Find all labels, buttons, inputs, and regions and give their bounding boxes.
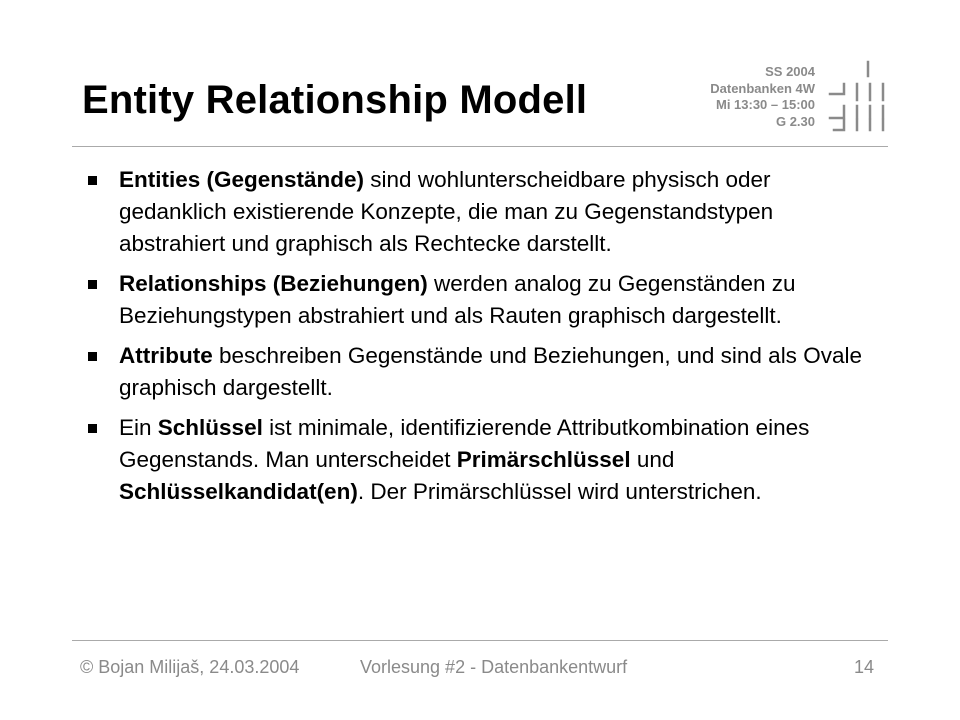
page-number: 14	[853, 657, 874, 677]
text-segment: . Der Primärschlüssel wird unterstrichen.	[357, 479, 762, 504]
square-bullet-icon	[88, 280, 97, 289]
text-segment: ist minimale, identifizierende Attributkombination eines Gegenstands. Man unterscheidet	[119, 415, 810, 472]
bullet-item	[84, 268, 884, 332]
square-bullet-icon	[88, 424, 97, 433]
footer-author: © Bojan Milijaš, 24.03.2004	[80, 657, 300, 677]
bold-term: Entities (Gegenstände)	[119, 167, 365, 192]
course-room: G 2.30	[775, 113, 815, 129]
bold-term: Schlüsselkandidat(en)	[119, 479, 358, 504]
bullet-list	[84, 164, 884, 516]
bullet-item	[84, 412, 884, 508]
text-segment: beschreiben Gegenstände und Beziehungen, und sind als Ovale graphisch dargestellt.	[119, 343, 862, 400]
footer-lecture: Vorlesung #2 - Datenbankentwurf	[360, 657, 628, 677]
course-info	[710, 64, 815, 130]
bold-term: Schlüssel	[157, 415, 263, 440]
bold-term: Primärschlüssel	[456, 447, 631, 472]
course-name: Datenbanken 4W	[710, 80, 815, 96]
text-segment: und	[630, 447, 675, 472]
bold-term: Attribute	[119, 343, 213, 368]
course-time: Mi 13:30 – 15:00	[715, 97, 815, 112]
text-segment: sind wohlunterscheidbare physisch oder gedanklich existierende Konzepte, die man zu Gegenstandstypen abstrahiert und graphisch als Rechtecke darstellt.	[119, 167, 774, 256]
square-bullet-icon	[88, 352, 97, 361]
bullet-text	[119, 340, 884, 404]
bullet-item	[84, 340, 884, 404]
footer-divider	[72, 640, 888, 641]
bullet-text	[119, 412, 884, 508]
course-semester: SS 2004	[765, 64, 815, 79]
square-bullet-icon	[88, 176, 97, 185]
bullet-item	[84, 164, 884, 260]
text-segment: werden analog zu Gegenständen zu Beziehungstypen abstrahiert und als Rauten graphisch dargestellt.	[119, 271, 796, 328]
bold-term: Relationships (Beziehungen)	[119, 271, 428, 296]
slide-title: Entity Relationship Modell	[82, 78, 588, 122]
text-segment: Ein	[119, 415, 158, 440]
tu-logo-icon	[828, 60, 888, 134]
bullet-text	[119, 164, 884, 260]
bullet-text	[119, 268, 884, 332]
header-divider	[72, 146, 888, 147]
